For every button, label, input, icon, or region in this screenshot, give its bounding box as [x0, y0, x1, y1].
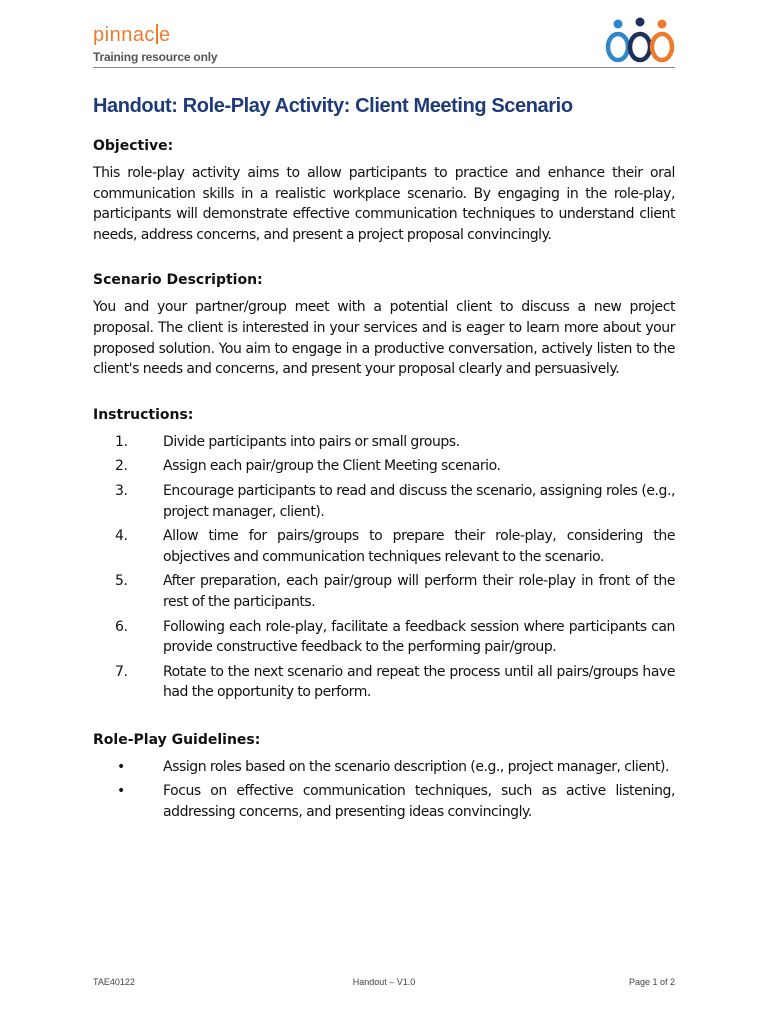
header-divider: [93, 67, 675, 68]
step-text: After preparation, each pair/group will perform their role-play in front of the rest of the participants.: [163, 573, 675, 610]
step-number: 1.: [115, 433, 128, 450]
list-item: [93, 662, 675, 703]
step-number: 4.: [115, 528, 128, 545]
bullet-icon: •: [117, 758, 125, 775]
footer-document-version: Handout – V1.0: [352, 977, 416, 987]
footer-page-number: Page 1 of 2: [628, 977, 675, 987]
scenario-text: You and your partner/group meet with a potential client to discuss a new project proposal. The client is interested in your services and is eager to learn more about your proposed solution. You aim to engage in a productive conversation, actively listen to the client's needs and concerns, and present your proposal clearly and persuasively.: [93, 299, 675, 378]
step-text: Rotate to the next scenario and repeat the process until all pairs/groups have had the opportunity to perform.: [163, 663, 675, 701]
step-number: 5.: [115, 573, 128, 590]
guidelines-heading: Role-Play Guidelines:: [93, 731, 261, 748]
list-item: [93, 526, 675, 567]
list-item: [93, 781, 675, 822]
guidelines-list: [93, 757, 675, 823]
logo-bar-mark: [156, 24, 158, 44]
step-number: 3.: [115, 482, 128, 499]
list-item: [93, 757, 675, 778]
step-text: Allow time for pairs/groups to prepare their role-play, considering the objectives and communication techniques relevant to the scenario.: [163, 528, 675, 565]
list-item: [93, 456, 675, 477]
bullet-icon: •: [117, 783, 125, 800]
list-item: [93, 617, 675, 658]
list-item: [93, 571, 675, 612]
objective-heading: Objective:: [93, 138, 174, 154]
pinnacle-logo: [93, 23, 171, 47]
document-title: Handout: Role-Play Activity: Client Meeting Scenario: [93, 95, 573, 117]
step-text: Divide participants into pairs or small groups.: [163, 433, 460, 450]
spacer: [93, 380, 675, 406]
spacer: [93, 245, 675, 271]
header-subtitle: Training resource only: [93, 50, 218, 64]
document-body: [93, 137, 675, 827]
list-item: [93, 432, 675, 453]
spacer: [93, 707, 675, 731]
guideline-text: Focus on effective communication techniques, such as active listening, addressing concerns, and presenting ideas convincingly.: [163, 783, 675, 821]
step-number: 7.: [115, 663, 128, 680]
instructions-heading: Instructions:: [93, 406, 194, 423]
logo-wordmark: pinnac e: [93, 24, 171, 46]
list-item: [93, 481, 675, 522]
three-people-icon: [604, 16, 676, 66]
step-number: 6.: [115, 618, 128, 635]
instructions-list: [93, 432, 675, 703]
footer-course-code: TAE40122: [93, 977, 135, 987]
step-text: Following each role-play, facilitate a feedback session where participants can provide constructive feedback to the performing pair/group.: [163, 618, 675, 656]
objective-text: This role-play activity aims to allow participants to practice and enhance their oral communication skills in a realistic workplace scenario. By engaging in the role-play, participants will demonstrate effective communication techniques to understand client needs, address concerns, and present a project proposal convincingly.: [93, 165, 675, 243]
step-text: Assign each pair/group the Client Meeting scenario.: [163, 458, 501, 475]
guideline-text: Assign roles based on the scenario description (e.g., project manager, client).: [163, 758, 670, 775]
step-number: 2.: [115, 458, 128, 475]
scenario-heading: Scenario Description:: [93, 272, 263, 289]
step-text: Encourage participants to read and discuss the scenario, assigning roles (e.g., project manager, client).: [163, 482, 675, 520]
